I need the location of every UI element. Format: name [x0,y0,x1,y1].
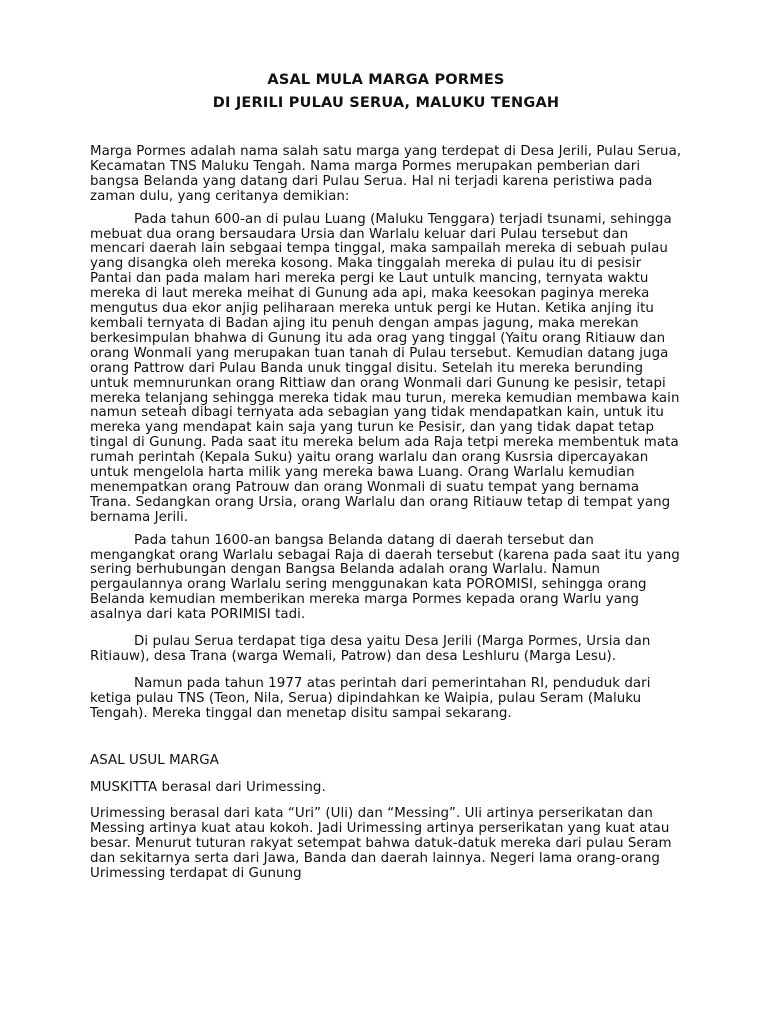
body-paragraph: Pada tahun 600-an di pulau Luang (Maluku Tenggara) terjadi tsunami, sehingga mebuat dua orang bersaudara Ursia dan Warlalu keluar dari Pulau tersebut dan mencari daerah lain sebgaai tempa tinggal, maka sampailah mereka di sebuah pulau yang disangka oleh mereka kosong. Maka tinggalah mereka di pulau itu di pesisir Pantai dan pada malam hari mereka pergi ke Laut untulk mancing, ternyata waktu mereka di laut mereka meihat di Gunung ada api, maka keesokan paginya mereka mengutus dua ekor anjig peliharaan mereka untuk pergi ke Hutan. Ketika anjing itu kembali ternyata di Badan ajing itu penuh dengan ampas jagung, maka merekan berkesimpulan bhahwa di Gunung itu ada orag yang tinggal (Yaitu orang Ritiauw dan orang Wonmali yang merupakan tuan tanah di Pulau tersebut. Kemudian datang juga orang Pattrow dari Pulau Banda unuk tinggal disitu. Setelah itu mereka berunding untuk memnurunkan orang Rittiaw dan orang Wonmali dari Gunung ke pesisir, tetapi mereka telanjang sehingga mereka tidak mau turun, mereka kemudian membawa kain namun seteah dibagi ternyata ada sebagian yang tidak mendapatkan kain, untuk itu mereka yang mendapat kain saja yang turun ke Pesisir, dan yang tidak dapat tetap tingal di Gunung. Pada saat itu mereka belum ada Raja tetpi mereka membentuk mata rumah perintah (Kepala Suku) yaitu orang warlalu dan orang Kusrsia dipercayakan untuk mengelola harta milik yang mereka bawa Luang. Orang Warlalu kemudian menempatkan orang Patrouw dan orang Wonmali di suatu tempat yang bernama Trana. Sedangkan orang Ursia, orang Warlalu dan orang Ritiauw tetap di tempat yang bernama Jerili. [90,211,680,525]
intro-paragraph: Marga Pormes adalah nama salah satu marga yang terdepat di Desa Jerili, Pulau Serua, Kecamatan TNS Maluku Tengah. Nama marga Pormes merupakan pemberian dari bangsa Belanda yang datang dari Pulau Serua. Hal ni terjadi karena peristiwa pada zaman dulu, yang ceritanya demikian: [90,144,682,204]
body-paragraph: Di pulau Serua terdapat tiga desa yaitu Desa Jerili (Marga Pormes, Ursia dan Ritiauw), desa Trana (warga Wemali, Patrow) dan desa Leshluru (Marga Lesu). [90,634,651,664]
section-paragraph: Urimessing berasal dari kata “Uri” (Uli) dan “Messing”. Uli artinya perserikatan dan Messing artinya kuat atau kokoh. Jadi Urimessing artinya perserikatan yang kuat atau besar. Menurut tuturan rakyat setempat bahwa datuk-datuk mereka dari pulau Seram dan sekitarnya serta dari Jawa, Banda dan daerah lainnya. Negeri lama orang-orang Urimessing terdapat di Gunung [90,806,672,882]
section-heading: ASAL USUL MARGA [90,752,219,768]
section-paragraph: MUSKITTA berasal dari Urimessing. [90,779,326,795]
body-paragraph: Namun pada tahun 1977 atas perintah dari pemerintahan RI, penduduk dari ketiga pulau TNS (Teon, Nila, Serua) dipindahkan ke Waipia, pulau Seram (Maluku Tengah). Mereka tinggal dan menetap disitu sampai sekarang. [90,675,651,721]
body-paragraph: Pada tahun 1600-an bangsa Belanda datang di daerah tersebut dan mengangkat orang Warlalu sebagai Raja di daerah tersebut (karena pada saat itu yang sering berhubungan dengan Bangsa Belanda adalah orang Warlalu. Namun pergaulannya orang Warlalu sering menggunakan kata POROMISI, sehingga orang Belanda kemudian memberikan mereka marga Pormes kepada orang Warlu yang asalnya dari kata PORIMISI tadi. [90,532,680,623]
document-page [90,69,682,890]
document-subtitle: DI JERILI PULAU SERUA, MALUKU TENGAH [212,95,560,111]
document-title: ASAL MULA MARGA PORMES [267,72,505,88]
